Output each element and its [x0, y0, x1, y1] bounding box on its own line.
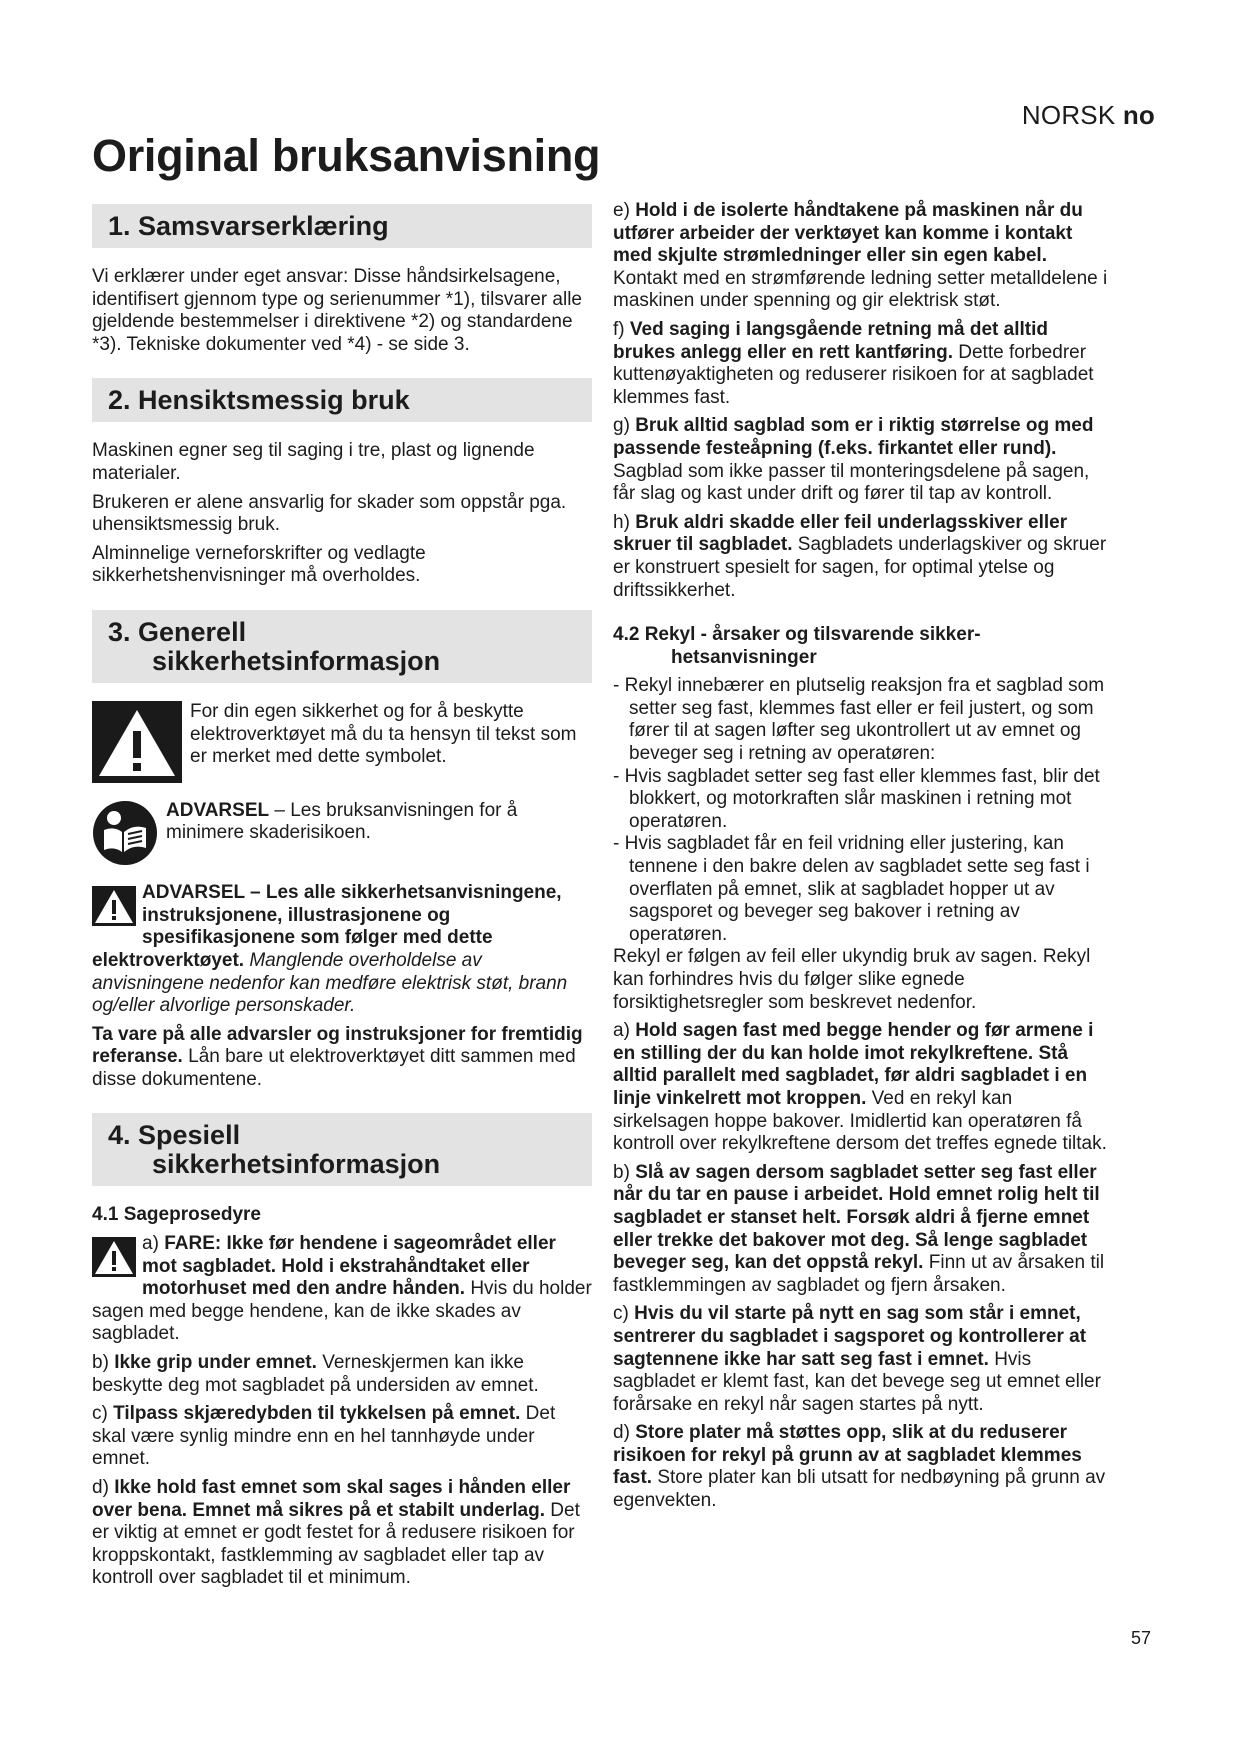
warning-triangle-icon — [92, 701, 182, 790]
kickback-item-a-prefix: a) — [613, 1020, 636, 1042]
item-d-bold: Ikke hold fast emnet som skal sages i hånden eller over bena. Emnet må sikres på et stabilt underlag. — [92, 1477, 571, 1521]
item-e-prefix: e) — [613, 200, 636, 221]
manual-warning — [92, 800, 592, 873]
subsection-4-1: 4.1 Sageprosedyre — [92, 1204, 261, 1226]
item-c-prefix: c) — [92, 1403, 114, 1425]
read-manual-icon — [92, 800, 158, 873]
item-a-body: Hvis du holder sagen med begge hendene, kan de ikke skades av sagbladet. — [92, 1278, 592, 1345]
item-f — [613, 319, 1113, 409]
keep-instructions-bold: Ta vare på alle advarsler og instruksjoner for fremtidig referanse. — [92, 1023, 583, 1068]
warning-triangle-icon — [92, 1237, 136, 1284]
item-c-bold: Tilpass skjæredybden til tykkelsen på emnet. — [113, 1403, 521, 1425]
general-warning-italic: Manglende overholdelse av anvisningene nedenfor kan medføre elektrisk støt, brann og/eller alvorlige personskader. — [92, 949, 568, 1017]
item-h — [613, 512, 1113, 602]
kickback-item-c-bold: Hvis du vil starte på nytt en sag som står i emnet, sentrerer du sagbladet i sagsporet og kontrollerer at sagtennene ikke har satt seg fast i emnet. — [613, 1303, 1087, 1370]
declaration-text: Vi erklærer under eget ansvar: Disse håndsirkelsagene, identifisert gjennom type og serienummer *1), tilsvarer alle gjeldende bestemmelser i direktivene *2) og standardene *3). Tekniske dokumenter ved *4) - se side 3. — [92, 266, 582, 355]
general-warning-bold: ADVARSEL – Les alle sikkerhetsanvisningene, instruksjonene, illustrasjonene og spesifikasjonene som følger med dette elektroverktøyet. — [92, 882, 562, 971]
section-heading-2: 2. Hensiktsmessig bruk — [92, 378, 592, 422]
kickback-item-a-bold: Hold sagen fast med begge hender og før armene i en stilling der du kan holde imot rekylkreftene. Stå alltid parallelt med sagbladet, før aldri sagbladet i en linje vinkelrett mot kroppen. — [613, 1020, 1094, 1109]
section-heading-3-line1: 3. Generell — [108, 616, 247, 647]
subsection-4-2 — [613, 624, 1113, 669]
kickback-item-b — [613, 1162, 1113, 1298]
item-a-danger — [92, 1233, 592, 1346]
item-d-body: Det er viktig at emnet er godt festet for å redusere risikoen for kroppskontakt, fastklemming av sagbladet eller tap av kontroll over sagbladet til et minimum. — [92, 1499, 580, 1589]
language-code: no — [1122, 100, 1155, 130]
section-heading-3 — [92, 610, 592, 683]
section-heading-4-line2: sikkerhetsinformasjon — [152, 1149, 441, 1180]
manual-warning-label: ADVARSEL — [166, 799, 270, 821]
kickback-dash-2: - Hvis sagbladet setter seg fast eller klemmes fast, blir det blokkert, og motorkraften slår maskinen i retning mot operatøren. — [613, 765, 1100, 832]
warning-triangle-icon — [92, 886, 136, 933]
kickback-item-d-prefix: d) — [613, 1422, 636, 1444]
section-heading-3-line2: sikkerhetsinformasjon — [152, 645, 441, 676]
language-label — [1022, 100, 1155, 131]
item-e-body: Kontakt med en strømførende ledning setter metalldelene i maskinen under spenning og gir elektrisk støt. — [613, 267, 1108, 312]
right-column — [613, 200, 1113, 1519]
kickback-dash-1: - Rekyl innebærer en plutselig reaksjon fra et sagblad som setter seg fast, klemmes fast eller er feil justert, og som fører til at sagen løfter seg ukontrollert ut av emnet og beveger seg i retning av operatøren: — [613, 675, 1105, 765]
item-g — [613, 415, 1113, 505]
kickback-item-d-body: Store plater kan bli utsatt for nedbøyning på grunn av egenvekten. — [613, 1467, 1106, 1512]
item-g-prefix: g) — [613, 415, 636, 437]
item-b — [92, 1352, 592, 1397]
item-e — [613, 200, 1113, 313]
item-g-bold: Bruk alltid sagblad som er i riktig størrelse og med passende festeåpning (f.eks. firkantet eller rund). — [613, 415, 1094, 459]
kickback-dash-3: - Hvis sagbladet får en feil vridning eller justering, kan tennene i den bakre delen av sagbladet sette seg fast i overflaten på emnet, slik at sagbladet hopper ut av sagsporet og beveger seg bakover i retning av operatøren. — [613, 833, 1090, 945]
kickback-item-d-bold: Store plater må støttes opp, slik at du reduserer risikoen for rekyl på grunn av at sagbladet klemmes fast. — [613, 1422, 1082, 1489]
intended-use-text-2: Brukeren er alene ansvarlig for skader som oppstår pga. uhensiktsmessig bruk. — [92, 491, 567, 536]
kickback-item-b-body: Finn ut av årsaken til fastklemmingen av sagbladet og fjern årsaken. — [613, 1252, 1105, 1296]
section-heading-4 — [92, 1113, 592, 1186]
kickback-item-c-body: Hvis sagbladet er klemt fast, kan det bevege seg ut emnet eller forårsake en rekyl når sagen startes på nytt. — [613, 1348, 1101, 1415]
kickback-item-c — [613, 1303, 1113, 1416]
item-b-body: Verneskjermen kan ikke beskytte deg mot sagbladet på undersiden av emnet. — [92, 1352, 539, 1396]
item-f-bold: Ved saging i langsgående retning må det alltid brukes anlegg eller en rett kantføring. — [613, 318, 1048, 363]
keep-instructions — [92, 1024, 592, 1092]
left-column — [92, 204, 592, 1596]
item-c — [92, 1403, 592, 1471]
kickback-item-a-body: Ved en rekyl kan sirkelsagen hoppe bakover. Imidlertid kan operatøren få kontroll over rekylkreftene dersom det treffes egnede tiltak. — [613, 1087, 1107, 1155]
kickback-item-b-bold: Slå av sagen dersom sagbladet setter seg fast eller når du tar en pause i arbeidet. Hold emnet rolig helt til sagbladet er stanset helt. Forsøk aldri å fjerne emnet eller trekke det bakover mot deg. Så lenge sagbladet beveger seg, kan det oppstå rekyl. — [613, 1161, 1100, 1274]
page-number: 57 — [1130, 1628, 1151, 1648]
item-h-body: Sagbladets underlagskiver og skruer er konstruert spesielt for sagen, for optimal ytelse og driftssikkerhet. — [613, 534, 1107, 601]
item-d — [92, 1477, 592, 1590]
item-a-prefix: a) — [142, 1233, 165, 1255]
item-f-prefix: f) — [613, 318, 630, 340]
symbol-note-text: For din egen sikkerhet og for å beskytte elektroverktøyet må du ta hensyn til tekst som er merket med dette symbolet. — [190, 700, 577, 768]
item-b-prefix: b) — [92, 1352, 115, 1374]
section-heading-1: 1. Samsvarserklæring — [92, 204, 592, 248]
item-b-bold: Ikke grip under emnet. — [114, 1352, 317, 1374]
kickback-summary: Rekyl er følgen av feil eller ukyndig bruk av sagen. Rekyl kan forhindres hvis du følger slike egnede forsiktighetsregler som beskrevet nedenfor. — [613, 946, 1091, 1013]
section-heading-4-line1: 4. Spesiell — [108, 1120, 241, 1151]
subsection-4-2-line1: 4.2 Rekyl - årsaker og tilsvarende sikker- — [613, 624, 981, 646]
kickback-item-c-prefix: c) — [613, 1303, 635, 1325]
keep-instructions-body: Lån bare ut elektroverktøyet ditt sammen med disse dokumentene. — [92, 1046, 576, 1090]
item-d-prefix: d) — [92, 1477, 115, 1498]
kickback-item-a — [613, 1020, 1113, 1156]
item-g-body: Sagblad som ikke passer til monteringsdelene på sagen, får slag og kast under drift og fører til tap av kontroll. — [613, 460, 1090, 505]
item-e-bold: Hold i de isolerte håndtakene på maskinen når du utfører arbeider der verktøyet kan komme i kontakt med skjulte strømledninger eller sin egen kabel. — [613, 200, 1083, 267]
kickback-item-d — [613, 1422, 1113, 1512]
item-c-body: Det skal være synlig mindre enn en hel tannhøyde under emnet. — [92, 1403, 556, 1470]
page-title: Original bruksanvisning — [92, 130, 601, 181]
item-f-body: Dette forbedrer kuttenøyaktigheten og reduserer risikoen for at sagbladet klemmes fast. — [613, 341, 1094, 408]
item-h-prefix: h) — [613, 511, 636, 533]
language-name: NORSK — [1021, 100, 1116, 130]
item-a-bold: FARE: Ikke før hendene i sageområdet eller mot sagbladet. Hold i ekstrahåndtaket eller motorhuset med den andre hånden. — [142, 1233, 556, 1300]
intended-use-text-3: Alminnelige verneforskrifter og vedlagte sikkerhetshenvisninger må overholdes. — [92, 542, 426, 587]
general-warning — [92, 882, 592, 1018]
manual-warning-body: – Les bruksanvisningen for å minimere skaderisikoen. — [166, 799, 518, 844]
manual-warning-text — [166, 800, 592, 845]
kickback-item-b-prefix: b) — [613, 1161, 636, 1183]
item-h-bold: Bruk aldri skadde eller feil underlagsskiver eller skruer til sagbladet. — [613, 511, 1068, 556]
subsection-4-2-line2: hetsanvisninger — [671, 646, 817, 668]
symbol-note — [92, 701, 592, 790]
intended-use-text-1: Maskinen egner seg til saging i tre, plast og lignende materialer. — [92, 440, 535, 484]
